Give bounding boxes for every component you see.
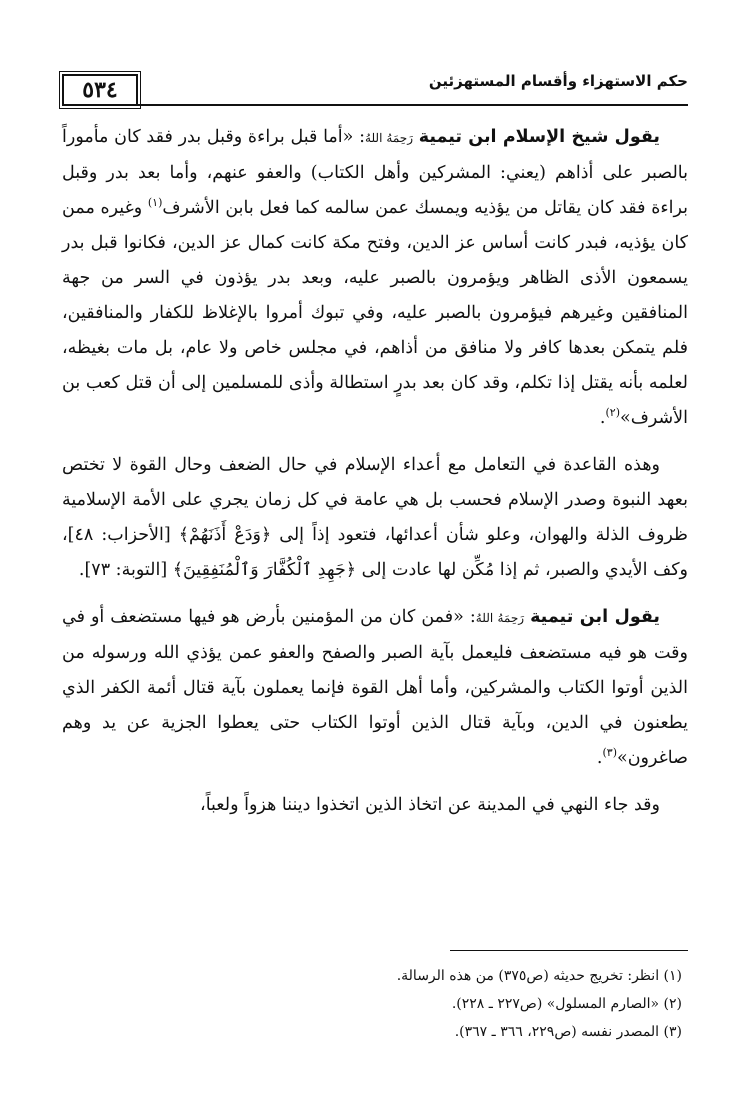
footnote-1: (١) انظر: تخريج حديثه (ص٣٧٥) من هذه الرسالة. xyxy=(396,968,682,984)
paragraph-1: يقول شيخ الإسلام ابن تيمية رَحِمَهُ اللهُ: «أما قبل براءة وقبل بدر فقد كان مأموراً بالصبر على أذاهم (يعني: المشركين وأهل الكتاب) والعفو عنهم، وأما بعد بدر وقبل براءة فقد كان يقاتل من يؤذيه ويمسك عمن سالمه كما فعل بابن الأشرف$^{(١)}$ وغيره ممن كان يؤذيه، فبدر كانت أساس عز الدين، وفتح مكة كانت كمال عز الدين، فكانوا قبل بدر يسمعون الأذى الظاهر ويؤمرون بالصبر عليه، وبعد بدر يؤذون في السر من جهة المنافقين وغيرهم فيؤمرون بالصبر عليه، وفي تبوك أمروا بالإغلاظ للكفار والمنافقين، فلم يتمكن بعدها كافر ولا منافق من أذاهم، في مجلس خاص ولا عام، بل مات بغيظه، لعلمه بأنه يقتل إذا تكلم، وقد كان بعد بدرٍ استطالة وأذى للمسلمين إلى أن قتل كعب بن الأشرف»$^{(٢)}$. xyxy=(62,127,688,428)
paragraph-2: وهذه القاعدة في التعامل مع أعداء الإسلام في حال الضعف وحال القوة لا تختص بعهد النبوة وصدر الإسلام فحسب بل هي عامة في كل زمان يجري على الأمة الإسلامية ظروف الذلة والهوان، وعلو شأن أعدائها، فتعود إذاً إلى ﴿وَدَعْ أَذَنَهُمْ﴾ [الأحزاب: ٤٨]، وكف الأيدي والصبر، ثم إذا مُكِّن لها عادت إلى ﴿جَهِدِ ٱلْكُفَّارَ وَٱلْمُنَفِقِينَ﴾ [التوبة: ٧٣]. xyxy=(62,455,688,580)
paragraph-4: وقد جاء النهي في المدينة عن اتخاذ الذين اتخذوا ديننا هزواً ولعباً، xyxy=(200,795,660,815)
footnote-3: (٣) المصدر نفسه (ص٢٢٩، ٣٦٦ ـ ٣٦٧). xyxy=(454,1024,682,1040)
verse-citation-2: [التوبة: ٧٣] xyxy=(84,560,173,580)
footnote-ref-1: (١) xyxy=(147,196,163,210)
honorific-2: رَحِمَهُ اللهُ xyxy=(475,611,525,625)
honorific: رَحِمَهُ اللهُ xyxy=(365,131,413,145)
page-number: ٥٣٤ xyxy=(62,74,138,106)
footnote-ref-2: (٢) xyxy=(605,406,620,420)
main-text xyxy=(62,120,688,835)
footnote-ref-3: (٣) xyxy=(602,746,617,760)
footnote-2: (٢) «الصارم المسلول» (ص٢٢٧ ـ ٢٢٨). xyxy=(451,996,682,1012)
running-title: حكم الاستهزاء وأقسام المستهزئين xyxy=(428,72,688,90)
footnotes xyxy=(62,962,682,1046)
paragraph-3: يقول ابن تيمية رَحِمَهُ اللهُ: «فمن كان من المؤمنين بأرض هو فيها مستضعف أو في وقت هو فيه مستضعف فليعمل بآية الصبر والصفح والعفو عمن يؤذي الله ورسوله من الذين أوتوا الكتاب والمشركين، وأما أهل القوة فإنما يعملون بآية قتال أئمة الكفر الذي يطعنون في الدين، وبآية قتال الذين أوتوا الكتاب حتى يعطوا الجزية عن يد وهم صاغرون»$^{(٣)}$. xyxy=(62,607,688,768)
page-header xyxy=(62,68,688,112)
speaker-ibn-taymiyya-2: يقول ابن تيمية xyxy=(530,607,660,627)
header-rule xyxy=(62,104,688,106)
verse-citation-1: [الأحزاب: ٤٨] xyxy=(67,525,179,545)
footnote-divider xyxy=(450,950,688,951)
quran-verse-1: ﴿وَدَعْ أَذَنَهُمْ﴾ xyxy=(178,525,272,545)
speaker-ibn-taymiyya: يقول شيخ الإسلام ابن تيمية xyxy=(418,127,660,147)
quran-verse-2: ﴿جَهِدِ ٱلْكُفَّارَ وَٱلْمُنَفِقِينَ﴾ xyxy=(172,560,357,580)
